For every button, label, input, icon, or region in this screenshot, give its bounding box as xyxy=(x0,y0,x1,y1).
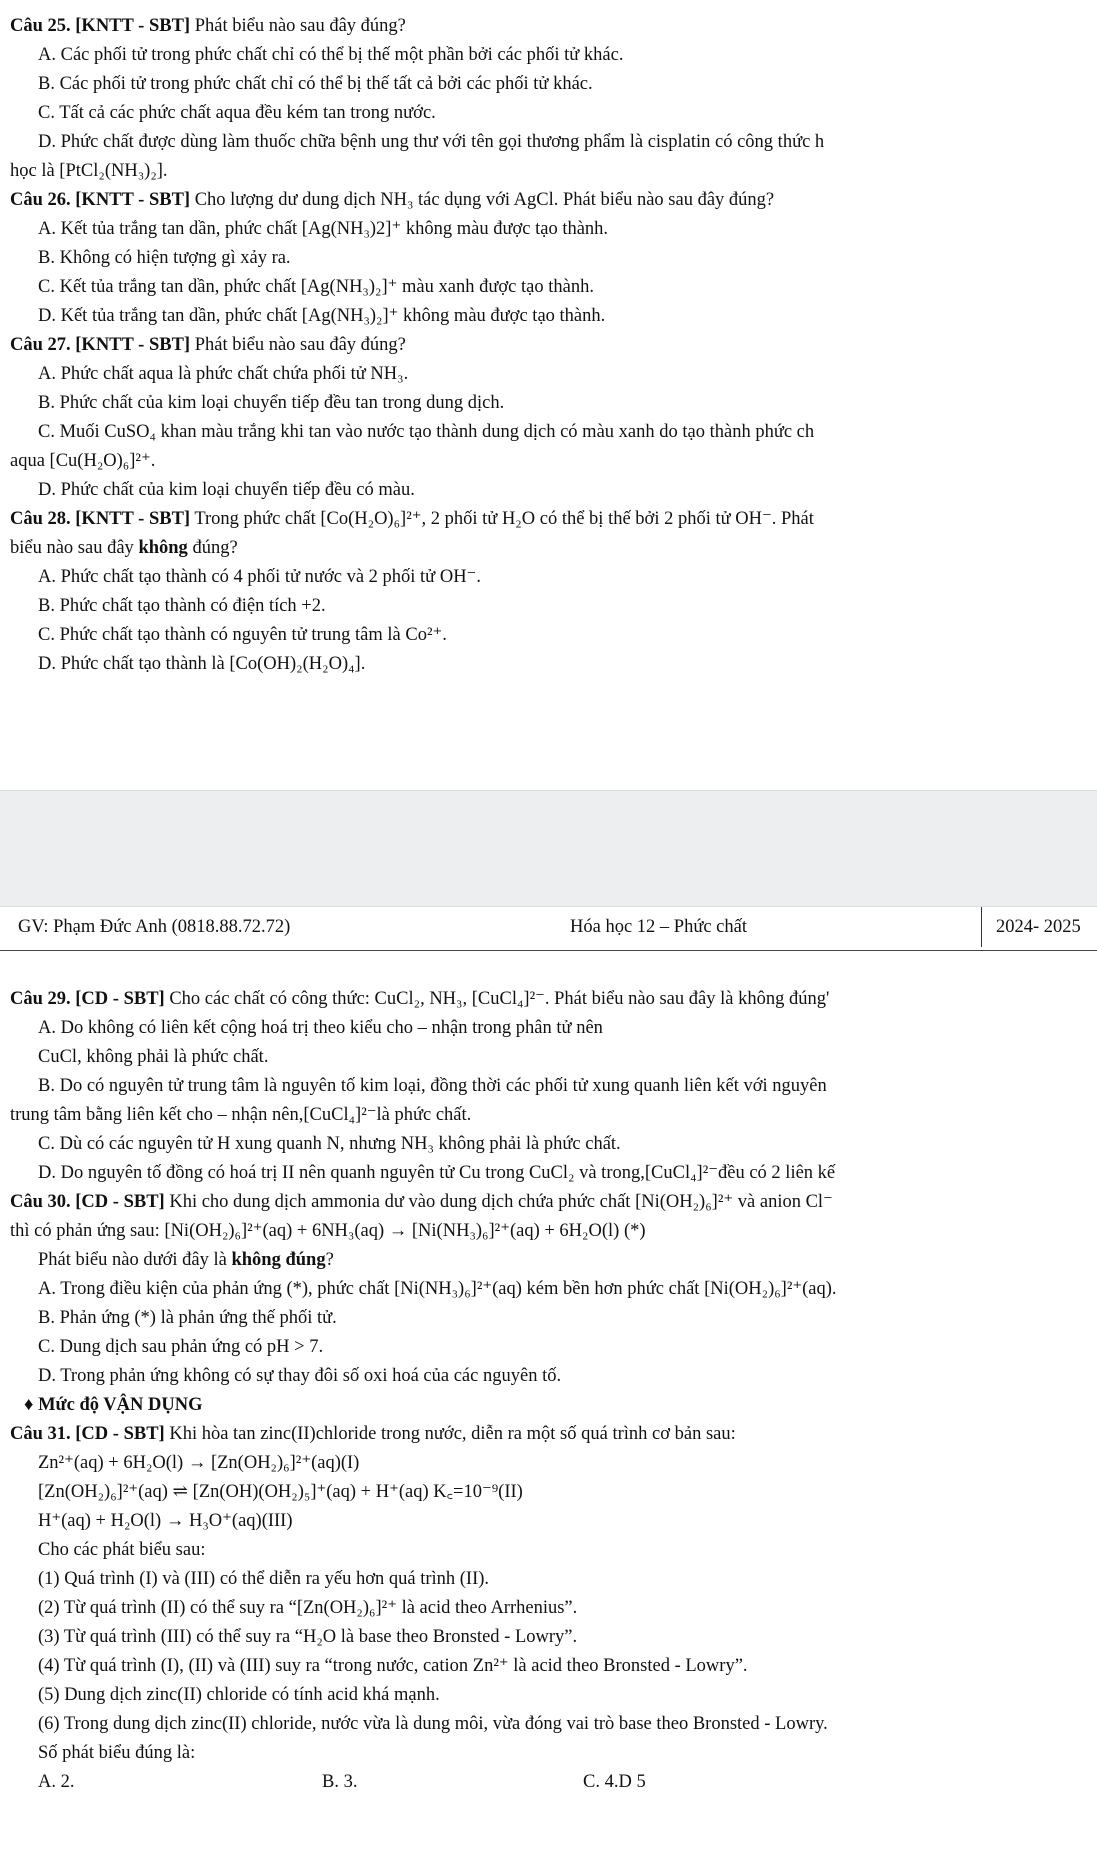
option-a: A. Các phối tử trong phức chất chỉ có thể bị thế một phần bởi các phối tử khác. xyxy=(38,45,624,65)
option-b: B. Các phối tử trong phức chất chỉ có thể bị thế tất cả bởi các phối tử khác. xyxy=(38,74,593,94)
option-a-cont: CuCl, không phải là phức chất. xyxy=(38,1047,269,1067)
question-28 xyxy=(10,507,814,531)
text: biểu nào sau đây xyxy=(10,538,139,558)
question-label: Câu 31. [CD - SBT] xyxy=(10,1424,165,1444)
option-b-cont: trung tâm bằng liên kết cho – nhận nên,[CuCl₄]²⁻là phức chất. xyxy=(10,1105,472,1125)
emphasis: không xyxy=(138,538,188,558)
question-text: Khi cho dung dịch ammonia dư vào dung dịch chứa phức chất [Ni(OH₂)₆]²⁺ và anion Cl⁻ xyxy=(164,1192,833,1212)
question-26 xyxy=(10,188,774,212)
option-d: D. Phức chất của kim loại chuyển tiếp đều có màu. xyxy=(38,480,415,500)
equation-2: [Zn(OH₂)₆]²⁺(aq) ⇌ [Zn(OH)(OH₂)₅]⁺(aq) + H⁺(aq) K꜀=10⁻⁹(II) xyxy=(38,1482,523,1502)
emphasis: không đúng xyxy=(231,1250,326,1270)
option-d: D. Phức chất tạo thành là [Co(OH)₂(H₂O)₄]. xyxy=(38,654,366,674)
question-30-ask xyxy=(38,1248,334,1272)
statement-6: (6) Trong dung dịch zinc(II) chloride, nước vừa là dung môi, vừa đóng vai trò base theo Bronsted - Lowry. xyxy=(38,1714,828,1734)
question-30 xyxy=(10,1190,833,1214)
text: đúng? xyxy=(187,538,238,558)
answer-prompt: Số phát biểu đúng là: xyxy=(38,1743,196,1763)
option-b: B. Không có hiện tượng gì xảy ra. xyxy=(38,248,291,268)
page-header xyxy=(0,905,1097,975)
option-d: D. Trong phản ứng không có sự thay đôi số oxi hoá của các nguyên tố. xyxy=(38,1366,562,1386)
school-year: 2024- 2025 xyxy=(996,917,1081,937)
question-text: Cho các chất có công thức: CuCl₂, NH₃, [CuCl₄]²⁻. Phát biểu nào sau đây là không đúng' xyxy=(164,989,830,1009)
statement-4: (4) Từ quá trình (I), (II) và (III) suy ra “trong nước, cation Zn²⁺ là acid theo Bronsted - Lowry”. xyxy=(38,1656,748,1676)
option-a: A. Phức chất tạo thành có 4 phối tử nước và 2 phối tử OH⁻. xyxy=(38,567,481,587)
option-a: A. 2. xyxy=(38,1772,75,1792)
option-c: C. Tất cả các phức chất aqua đều kém tan trong nước. xyxy=(38,103,436,123)
page-2 xyxy=(0,905,1097,1851)
option-c-d: C. 4.D 5 xyxy=(583,1772,646,1792)
option-a: A. Trong điều kiện của phản ứng (*), phức chất [Ni(NH₃)₆]²⁺(aq) kém bền hơn phức chất [Ni(OH₂)₆]²⁺(aq). xyxy=(38,1279,837,1299)
question-label: Câu 28. [KNTT - SBT] xyxy=(10,509,191,529)
header-rule xyxy=(0,950,1097,951)
statement-1: (1) Quá trình (I) và (III) có thể diễn ra yếu hơn quá trình (II). xyxy=(38,1569,490,1589)
statement-2: (2) Từ quá trình (II) có thể suy ra “[Zn(OH₂)₆]²⁺ là acid theo Arrhenius”. xyxy=(38,1598,578,1618)
option-b: B. 3. xyxy=(322,1772,358,1792)
question-label: Câu 29. [CD - SBT] xyxy=(10,989,165,1009)
question-text: Trong phức chất [Co(H₂O)₆]²⁺, 2 phối tử H₂O có thể bị thế bởi 2 phối tử OH⁻. Phát xyxy=(190,509,814,529)
option-b: B. Phức chất tạo thành có điện tích +2. xyxy=(38,596,326,616)
section-level-heading: ♦ Mức độ VẬN DỤNG xyxy=(24,1395,203,1415)
question-label: Câu 27. [KNTT - SBT] xyxy=(10,335,191,355)
header-divider xyxy=(981,907,982,947)
option-b: B. Do có nguyên tử trung tâm là nguyên tố kim loại, đồng thời các phối tử xung quanh liên kết với nguyên xyxy=(38,1076,827,1096)
option-d: D. Phức chất được dùng làm thuốc chữa bệnh ung thư với tên gọi thương phẩm là cisplatin có công thức h xyxy=(38,132,825,152)
question-label: Câu 30. [CD - SBT] xyxy=(10,1192,165,1212)
statements-intro: Cho các phát biểu sau: xyxy=(38,1540,206,1560)
option-b: B. Phức chất của kim loại chuyển tiếp đều tan trong dung dịch. xyxy=(38,393,505,413)
subject-title: Hóa học 12 – Phức chất xyxy=(570,917,747,937)
question-text: Cho lượng dư dung dịch NH₃ tác dụng với AgCl. Phát biểu nào sau đây đúng? xyxy=(190,190,775,210)
option-d: D. Kết tủa trắng tan dần, phức chất [Ag(NH₃)₂]⁺ không màu được tạo thành. xyxy=(38,306,606,326)
question-31 xyxy=(10,1422,736,1446)
question-text: Phát biểu nào sau đây đúng? xyxy=(190,16,406,36)
option-d: D. Do nguyên tố đồng có hoá trị II nên quanh nguyên tử Cu trong CuCl₂ và trong,[CuCl₄]²⁻đều có 2 liên kế xyxy=(38,1163,836,1183)
option-b: B. Phản ứng (*) là phản ứng thế phối tử. xyxy=(38,1308,337,1328)
option-d-cont: học là [PtCl₂(NH₃)₂]. xyxy=(10,161,168,181)
option-c: C. Dù có các nguyên tử H xung quanh N, nhưng NH₃ không phải là phức chất. xyxy=(38,1134,621,1154)
question-29 xyxy=(10,987,829,1011)
option-a: A. Do không có liên kết cộng hoá trị theo kiểu cho – nhận trong phân tử nên xyxy=(38,1018,603,1038)
equation-1: Zn²⁺(aq) + 6H₂O(l) → [Zn(OH₂)₆]²⁺(aq)(I) xyxy=(38,1453,360,1473)
statement-3: (3) Từ quá trình (III) có thể suy ra “H₂O là base theo Bronsted - Lowry”. xyxy=(38,1627,578,1647)
option-c: C. Dung dịch sau phản ứng có pH > 7. xyxy=(38,1337,324,1357)
text: Phát biểu nào dưới đây là xyxy=(38,1250,232,1270)
option-a: A. Phức chất aqua là phức chất chứa phối tử NH₃. xyxy=(38,364,409,384)
question-text: Phát biểu nào sau đây đúng? xyxy=(190,335,406,355)
question-28-cont xyxy=(10,536,238,560)
text: ? xyxy=(325,1250,334,1270)
page-gap xyxy=(0,790,1097,907)
question-25 xyxy=(10,14,406,38)
question-27 xyxy=(10,333,406,357)
option-c: C. Phức chất tạo thành có nguyên tử trung tâm là Co²⁺. xyxy=(38,625,447,645)
question-text: Khi hòa tan zinc(II)chloride trong nước, diễn ra một số quá trình cơ bản sau: xyxy=(164,1424,736,1444)
statement-5: (5) Dung dịch zinc(II) chloride có tính acid khá mạnh. xyxy=(38,1685,440,1705)
equation-3: H⁺(aq) + H₂O(l) → H₃O⁺(aq)(III) xyxy=(38,1511,293,1531)
option-c-cont: aqua [Cu(H₂O)₆]²⁺. xyxy=(10,451,156,471)
option-a: A. Kết tủa trắng tan dần, phức chất [Ag(NH₃)2]⁺ không màu được tạo thành. xyxy=(38,219,609,239)
option-c: C. Muối CuSO₄ khan màu trắng khi tan vào nước tạo thành dung dịch có màu xanh do tạo thành phức ch xyxy=(38,422,815,442)
teacher-info: GV: Phạm Đức Anh (0818.88.72.72) xyxy=(18,917,291,937)
option-c: C. Kết tủa trắng tan dần, phức chất [Ag(NH₃)₂]⁺ màu xanh được tạo thành. xyxy=(38,277,594,297)
question-label: Câu 25. [KNTT - SBT] xyxy=(10,16,191,36)
question-30-reaction: thì có phản ứng sau: [Ni(OH₂)₆]²⁺(aq) + 6NH₃(aq) → [Ni(NH₃)₆]²⁺(aq) + 6H₂O(l) (*) xyxy=(10,1221,646,1241)
page-1 xyxy=(0,0,1097,790)
question-label: Câu 26. [KNTT - SBT] xyxy=(10,190,191,210)
